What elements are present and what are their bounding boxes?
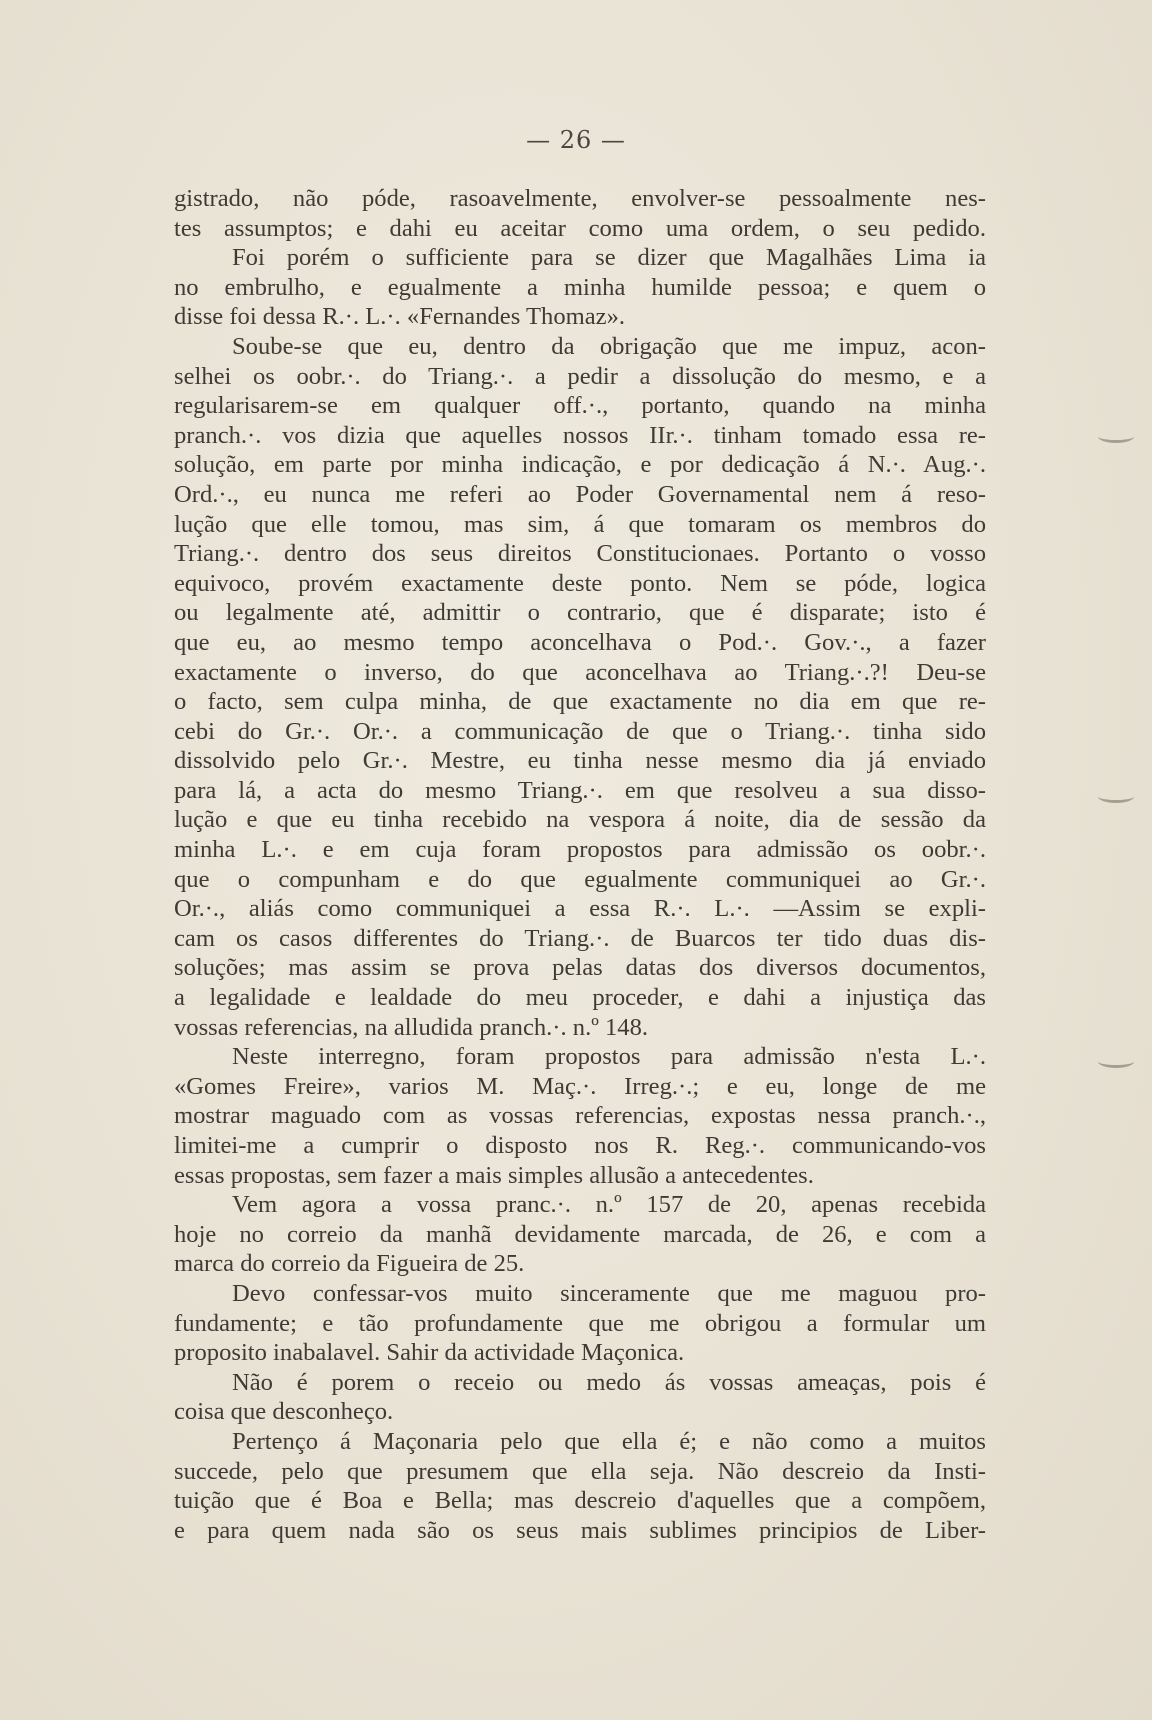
text-line: equivoco, provém exactamente deste ponto. Nem se póde, logica — [174, 569, 986, 597]
text-line: tuição que é Boa e Bella; mas descreio d'aquelles que a compõem, — [174, 1487, 986, 1515]
text-line: Foi porém o sufficiente para se dizer que Magalhães Lima ia — [232, 244, 986, 272]
text-line: Vem agora a vossa pranc.·. n.º 157 de 20, apenas recebida — [232, 1191, 986, 1219]
text-line: Pertenço á Maçonaria pelo que ella é; e não como a muitos — [232, 1427, 986, 1455]
text-line: para lá, a acta do mesmo Triang.·. em que resolveu a sua disso- — [174, 776, 986, 804]
text-line: Or.·., aliás como communiquei a essa R.·. L.·. —Assim se expli- — [174, 895, 986, 923]
text-line: lução que elle tomou, mas sim, á que tomaram os membros do — [174, 510, 986, 538]
margin-mark — [1098, 430, 1134, 443]
margin-mark — [1098, 790, 1134, 803]
text-line: cam os casos differentes do Triang.·. de Buarcos ter tido duas dis- — [174, 924, 986, 952]
text-line: limitei-me a cumprir o disposto nos R. Reg.·. communicando-vos — [174, 1132, 986, 1159]
text-line: exactamente o inverso, do que aconcelhava ao Triang.·.?! Deu-se — [174, 658, 986, 686]
text-line: Triang.·. dentro dos seus direitos Constitucionaes. Portanto o vosso — [174, 540, 986, 568]
text-line: Soube-se que eu, dentro da obrigação que me impuz, acon- — [232, 332, 986, 360]
text-line: cebi do Gr.·. Or.·. a communicação de que o Triang.·. tinha sido — [174, 717, 986, 745]
body-text — [174, 184, 986, 1545]
text-line: o facto, sem culpa minha, de que exactamente no dia em que re- — [174, 688, 986, 716]
text-line: que o compunham e do que egualmente communiquei ao Gr.·. — [174, 865, 986, 893]
text-line: lução e que eu tinha recebido na vespora á noite, dia de sessão da — [174, 806, 986, 834]
text-line: selhei os oobr.·. do Triang.·. a pedir a dissolução do mesmo, e a — [174, 362, 986, 390]
text-line: no embrulho, e egualmente a minha humilde pessoa; e quem o — [174, 273, 986, 301]
text-line: «Gomes Freire», varios M. Maç.·. Irreg.·.; e eu, longe de me — [174, 1072, 986, 1100]
text-line: soluções; mas assim se prova pelas datas dos diversos documentos, — [174, 954, 986, 982]
margin-mark — [1098, 1055, 1134, 1068]
text-line: e para quem nada são os seus mais sublimes principios de Liber- — [174, 1516, 986, 1544]
text-line: que eu, ao mesmo tempo aconcelhava o Pod.·. Gov.·., a fazer — [174, 628, 986, 656]
text-line: regularisarem-se em qualquer off.·., portanto, quando na minha — [174, 392, 986, 420]
text-line: ou legalmente até, admittir o contrario, que é disparate; isto é — [174, 599, 986, 627]
text-line: hoje no correio da manhã devidamente marcada, de 26, e com a — [174, 1220, 986, 1248]
text-line: coisa que desconheço. — [174, 1398, 394, 1426]
text-line: disse foi dessa R.·. L.·. «Fernandes Thomaz». — [174, 303, 626, 331]
text-line: solução, em parte por minha indicação, e por dedicação á N.·. Aug.·. — [174, 451, 986, 479]
text-line: tes assumptos; e dahi eu aceitar como uma ordem, o seu pedido. — [174, 214, 986, 242]
text-line: fundamente; e tão profundamente que me obrigou a formular um — [174, 1309, 986, 1337]
text-line: Neste interregno, foram propostos para admissão n'esta L.·. — [232, 1043, 986, 1071]
text-line: proposito inabalavel. Sahir da actividade Maçonica. — [174, 1339, 685, 1367]
text-line: Não é porem o receio ou medo ás vossas ameaças, pois é — [232, 1368, 986, 1396]
text-line: Ord.·., eu nunca me referi ao Poder Governamental nem á reso- — [174, 480, 986, 508]
page-number: — 26 — — [526, 126, 626, 154]
text-line: Devo confessar-vos muito sinceramente que me maguou pro- — [232, 1279, 986, 1307]
text-line: gistrado, não póde, rasoavelmente, envolver-se pessoalmente nes- — [174, 185, 986, 212]
text-line: succede, pelo que presumem que ella seja. Não descreio da Insti- — [174, 1457, 986, 1485]
text-line: essas propostas, sem fazer a mais simples allusão a antecedentes. — [174, 1161, 814, 1189]
text-line: a legalidade e lealdade do meu proceder, e dahi a injustiça das — [174, 984, 986, 1012]
text-line: mostrar maguado com as vossas referencias, expostas nessa pranch.·., — [174, 1102, 986, 1130]
text-line: vossas referencias, na alludida pranch.·. n.º 148. — [174, 1013, 649, 1041]
text-line: minha L.·. e em cuja foram propostos para admissão os oobr.·. — [174, 836, 986, 864]
text-line: marca do correio da Figueira de 25. — [174, 1250, 525, 1278]
text-line: dissolvido pelo Gr.·. Mestre, eu tinha nesse mesmo dia já enviado — [174, 747, 986, 775]
text-line: pranch.·. vos dizia que aquelles nossos IIr.·. tinham tomado essa re- — [174, 421, 986, 449]
